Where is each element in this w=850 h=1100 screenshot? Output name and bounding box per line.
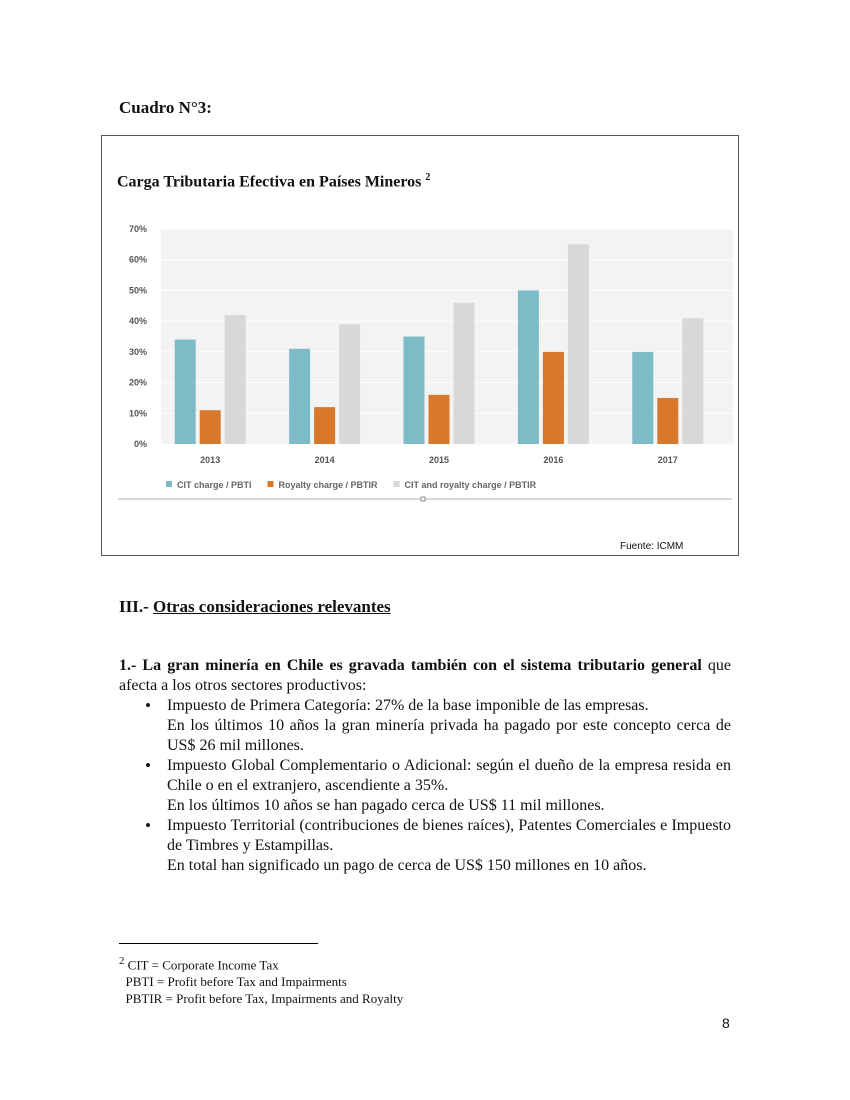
chart-title-footnote-ref: 2 (425, 172, 431, 183)
legend (166, 480, 537, 490)
footnote-marker: 2 (119, 955, 125, 967)
legend-swatch (394, 481, 400, 487)
bar-2014-series-3 (339, 324, 360, 444)
bar-2016-series-3 (568, 244, 589, 444)
footnote-line-2 (119, 973, 403, 990)
y-tick-label: 60% (128, 254, 147, 265)
page-number: 8 (722, 1015, 730, 1031)
bullet-subtext: En los últimos 10 años se han pagado cerca de US$ 11 mil millones. (167, 797, 605, 814)
footnote-line-1 (119, 953, 403, 973)
y-tick-label: 70% (128, 224, 147, 234)
legend-swatch (268, 481, 274, 487)
bullet-item (167, 816, 731, 876)
bar-2014-series-1 (289, 349, 310, 444)
bar-chart (101, 210, 737, 510)
y-tick-label: 20% (128, 377, 147, 388)
cuadro-label: Cuadro N°3: (119, 98, 212, 117)
bar-2017-series-1 (632, 352, 653, 444)
tax-bullet-list (119, 696, 731, 876)
bullet-item (167, 756, 731, 816)
chart-resize-handle (421, 497, 425, 501)
legend-label: CIT charge / PBTI (177, 480, 252, 490)
section-title-prefix: III.- (119, 597, 149, 616)
chart-title (117, 172, 430, 191)
point-1-heading-bold: 1.- La gran minería en Chile es gravada también con el sistema tributario general (119, 657, 702, 674)
bar-2016-series-1 (518, 290, 539, 444)
footnote-line-3-text: PBTIR = Profit before Tax, Impairments and Royalty (125, 991, 404, 1007)
footnote-line-2-text: PBTI = Profit before Tax and Impairments (125, 974, 347, 990)
bullet-text: Impuesto Global Complementario o Adicional: según el dueño de la empresa resida en Chile o en el extranjero, ascendiente a 35%. (167, 757, 731, 794)
section-title (119, 597, 391, 617)
bar-2015-series-2 (429, 395, 450, 444)
footnote (119, 953, 403, 1007)
bar-2014-series-2 (314, 407, 335, 444)
y-tick-label: 30% (128, 346, 147, 357)
y-tick-label: 10% (128, 408, 147, 419)
y-tick-label: 40% (128, 316, 147, 327)
x-tick-label: 2015 (428, 455, 450, 465)
point-1-heading-rest: que afecta a los otros sectores productivos: (119, 657, 731, 694)
bar-2013-series-3 (225, 315, 246, 444)
bar-2015-series-3 (454, 303, 475, 444)
legend-label: Royalty charge / PBTIR (278, 480, 378, 490)
bar-2017-series-2 (657, 398, 678, 444)
x-tick-label: 2013 (200, 455, 221, 465)
bullet-text: Impuesto Territorial (contribuciones de bienes raíces), Patentes Comerciales e Impuesto de Timbres y Estampillas. (167, 817, 731, 854)
bullet-subtext: En los últimos 10 años la gran minería privada ha pagado por este concepto cerca de US$ 26 mil millones. (167, 717, 731, 754)
y-axis-ticks (129, 224, 147, 449)
point-1-heading (119, 656, 731, 696)
footnote-separator (119, 943, 318, 944)
footnote-line-3 (119, 990, 403, 1007)
bar-2017-series-3 (682, 318, 703, 444)
bar-2013-series-1 (175, 340, 196, 444)
bar-2013-series-2 (200, 410, 221, 444)
x-tick-label: 2017 (657, 455, 678, 465)
footnote-line-1-text: CIT = Corporate Income Tax (127, 957, 279, 973)
section-title-text: Otras consideraciones relevantes (153, 597, 391, 616)
bullet-text: Impuesto de Primera Categoría: 27% de la base imponible de las empresas. (167, 697, 649, 714)
x-axis-ticks (200, 455, 678, 465)
chart-title-text: Carga Tributaria Efectiva en Países Mineros (117, 173, 422, 191)
bullet-subtext: En total han significado un pago de cerca de US$ 150 millones en 10 años. (167, 857, 647, 874)
chart-source: Fuente: ICMM (620, 541, 684, 552)
x-tick-label: 2014 (314, 455, 335, 465)
point-1-block (119, 656, 731, 876)
x-tick-label: 2016 (543, 455, 564, 465)
y-tick-label: 0% (133, 439, 147, 449)
bullet-item (167, 696, 731, 756)
bar-2016-series-2 (543, 352, 564, 444)
legend-swatch (166, 481, 172, 487)
bar-2015-series-1 (404, 337, 425, 445)
y-tick-label: 50% (128, 285, 147, 296)
legend-label: CIT and royalty charge / PBTIR (404, 480, 537, 490)
